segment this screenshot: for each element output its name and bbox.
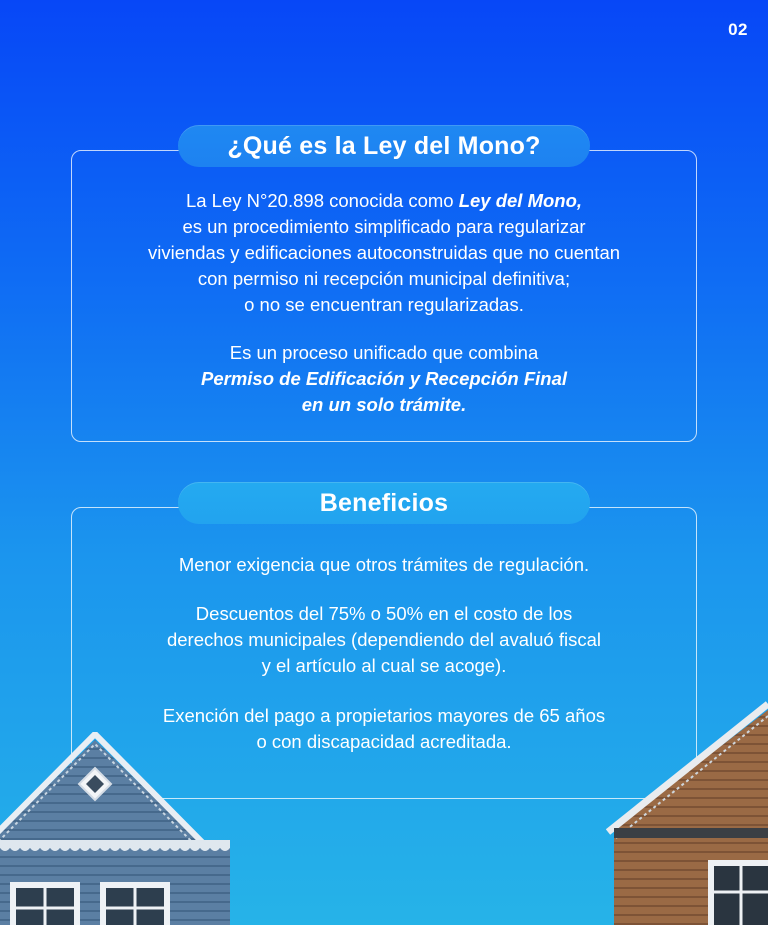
- benefit-1: [71, 552, 697, 578]
- definition-line-4: con permiso ni recepción municipal definitiva;: [197, 268, 571, 289]
- page-number: 02: [728, 20, 748, 39]
- definition-line-2: es un procedimiento simplificado para regularizar: [182, 216, 586, 237]
- benefit-1-line-1: Menor exigencia que otros trámites de regulación.: [178, 554, 590, 575]
- process-paragraph: [71, 340, 697, 418]
- definition-line-1-text: La Ley N°20.898 conocida como: [185, 190, 459, 211]
- benefit-2-line-1: Descuentos del 75% o 50% en el costo de los: [195, 603, 573, 624]
- benefit-2-line-2: derechos municipales (dependiendo del avaluó fiscal: [166, 629, 601, 650]
- definition-paragraph: [71, 188, 697, 318]
- process-line-2: Permiso de Edificación y Recepción Final: [201, 368, 567, 389]
- benefit-2: [71, 601, 697, 679]
- blue-house-illustration: [0, 732, 240, 925]
- definition-line-1: [71, 188, 697, 214]
- section-title-benefits: Beneficios: [178, 482, 590, 524]
- law-name-emphasis: Ley del Mono,: [458, 190, 583, 211]
- definition-line-3: viviendas y edificaciones autoconstruidas que no cuentan: [147, 242, 621, 263]
- process-line-1: Es un proceso unificado que combina: [229, 342, 539, 363]
- benefit-3-line-1: Exención del pago a propietarios mayores de 65 años: [162, 705, 606, 726]
- benefit-3-line-2: o con discapacidad acreditada.: [256, 731, 512, 752]
- section-title-what-is: ¿Qué es la Ley del Mono?: [178, 125, 590, 167]
- benefit-2-line-3: y el artículo al cual se acoge).: [261, 655, 507, 676]
- brown-house-illustration: [606, 700, 768, 925]
- definition-line-5: o no se encuentran regularizadas.: [244, 294, 524, 315]
- process-line-3: en un solo trámite.: [301, 394, 467, 415]
